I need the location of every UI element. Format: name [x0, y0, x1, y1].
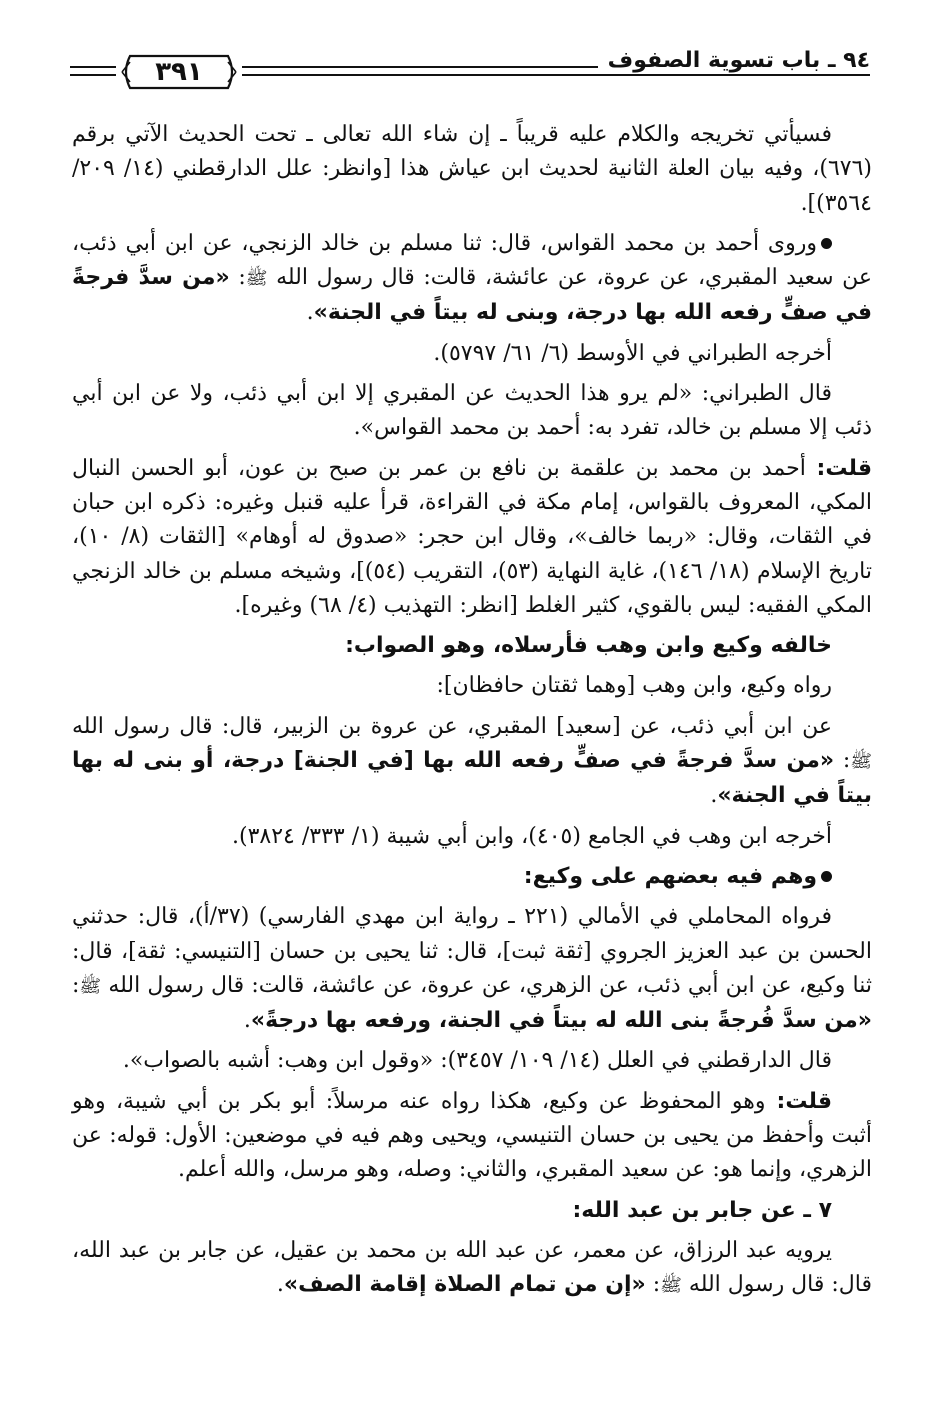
bold-text: «من سدَّ فُرجةً بنى الله له بيتاً في الجنة، ورفعه بها درجةً» — [250, 1008, 872, 1034]
bold-text: قلت: — [805, 455, 872, 481]
paragraph — [72, 820, 872, 854]
paragraph-text: وهو المحفوظ عن وكيع، هكذا رواه عنه مرسلاً: أبو بكر بن أبي شيبة، وهو أثبت وأحفظ من يحيى بن حسان التنيسي، ويحيى وهم فيه في موضعين: الأول: قوله: عن الزهري، وإنما هو: عن سعيد المقبري، والثاني: وصله، وهو مرسل، والله أعلم. — [72, 1088, 872, 1183]
bold-text: خالفه وكيع وابن وهب فأرسلاه، وهو الصواب: — [345, 633, 832, 659]
paragraph — [72, 1085, 872, 1188]
paragraph-text: رواه وكيع، وابن وهب [وهما ثقتان حافظان]: — [436, 673, 832, 699]
paragraph — [72, 669, 872, 703]
paragraph — [72, 860, 872, 894]
page-body — [72, 118, 872, 1310]
paragraph-text: . — [243, 1008, 251, 1034]
paragraph-text: : — [229, 265, 246, 291]
page-number-text: ٣٩١ — [155, 57, 203, 87]
paragraph-text: يرويه عبد الرزاق، عن معمر، عن عبد الله بن محمد بن عقيل، عن جابر بن عبد الله، قال: قال رسول الله — [72, 1237, 872, 1298]
paragraph — [72, 337, 872, 371]
paragraph — [72, 900, 872, 1038]
paragraph — [72, 1194, 872, 1228]
paragraph-text: وروى أحمد بن محمد القواس، قال: ثنا مسلم بن خالد الزنجي، عن ابن أبي ذئب، عن سعيد المقبري، عن عروة، عن عائشة، قالت: قال رسول الله — [72, 230, 872, 291]
bold-text: وهم فيه بعضهم على وكيع: — [523, 863, 817, 889]
page-header — [70, 42, 870, 106]
page-number — [118, 52, 240, 92]
paragraph-text: : — [645, 1272, 661, 1298]
paragraph-text: عن ابن أبي ذئب، عن [سعيد] المقبري، عن عروة بن الزبير، قال: قال رسول الله — [72, 713, 832, 739]
paragraph-text: أحمد بن محمد بن علقمة بن نافع بن عمر بن صبح بن عون، أبو الحسن النبال المكي، المعروف بالقواس، إمام مكة في القراءة، قرأ عليه قنبل وغيره: ذكره ابن حبان في الثقات، وقال: «ربما خالف»، وقال ابن حجر: «صدوق له أوهام» [الثقات (٨/ ١٠)، تاريخ الإسلام (١٨/ ١٤٦)، غاية النهاية (٥٣)، التقريب (٥٤)]، وشيخه مسلم بن خالد الزنجي المكي الفقيه: ليس بالقوي، كثير الغلط [انظر: التهذيب (٤/ ٦٨) وغيره]. — [72, 455, 873, 618]
paragraph — [72, 1234, 872, 1304]
header-rule-left-top — [70, 66, 116, 68]
paragraph — [72, 1044, 872, 1078]
salawat-symbol: ﷺ — [850, 751, 872, 773]
paragraph-text: : — [834, 748, 851, 774]
paragraph-text: : — [72, 972, 80, 998]
bold-text: «إن من تمام الصلاة إقامة الصف» — [283, 1272, 646, 1298]
paragraph — [72, 452, 872, 623]
bullet-circle-icon — [821, 238, 832, 249]
paragraph — [72, 227, 872, 331]
paragraph-text: . — [710, 783, 718, 809]
chapter-title: ٩٤ ـ باب تسوية الصفوف — [598, 48, 870, 73]
bold-text: ٧ ـ عن جابر بن عبد الله: — [572, 1197, 832, 1223]
paragraph-text: . — [306, 300, 314, 326]
paragraph-text: فسيأتي تخريجه والكلام عليه قريباً ـ إن شاء الله تعالى ـ تحت الحديث الآتي برقم (٦٧٦)، وفيه بيان العلة الثانية لحديث ابن عياش هذا [وانظر: علل الدارقطني (١٤/ ٢٠٩/ ٣٥٦٤)]. — [72, 122, 872, 216]
salawat-symbol: ﷺ — [660, 1275, 682, 1297]
bold-text: قلت: — [765, 1088, 833, 1114]
header-rule-left-bottom — [70, 74, 116, 76]
paragraph — [72, 118, 872, 221]
bullet-circle-icon — [821, 871, 832, 882]
paragraph-text: قال الطبراني: «لم يرو هذا الحديث عن المقبري إلا ابن أبي ذئب، ولا عن ابن أبي ذئب إلا مسلم بن خالد، تفرد به: أحمد بن محمد القواس». — [72, 381, 872, 441]
salawat-symbol: ﷺ — [245, 268, 268, 290]
paragraph-text: أخرجه ابن وهب في الجامع (٤٠٥)، وابن أبي شيبة (١/ ٣٣٣/ ٣٨٢٤). — [232, 823, 832, 849]
paragraph — [72, 629, 872, 663]
paragraph-text: قال الدارقطني في العلل (١٤/ ١٠٩/ ٣٤٥٧): «وقول ابن وهب: أشبه بالصواب». — [122, 1048, 832, 1074]
header-rule-bottom — [242, 74, 870, 76]
salawat-symbol: ﷺ — [79, 975, 102, 997]
paragraph-text: فرواه المحاملي في الأمالي (٢٢١ ـ رواية ابن مهدي الفارسي) (٣٧/أ)، قال: حدثني الحسن بن عبد العزيز الجروي [ثقة ثبت]، قال: ثنا يحيى بن حسان [التنيسي: ثقة]، قال: ثنا وكيع، عن ابن أبي ذئب، عن الزهري، عن عروة، عن عائشة، قالت: قال رسول الله — [72, 904, 872, 998]
paragraph-text: أخرجه الطبراني في الأوسط (٦/ ٦١/ ٥٧٩٧). — [433, 340, 832, 366]
bold-text: «من سدَّ فرجةً في صفٍّ رفعه الله بها درجة، وبنى له بيتاً في الجنة» — [72, 265, 872, 326]
bold-text: «من سدَّ فرجةً في صفٍّ رفعه الله بها [في الجنة] درجة، أو بنى له بها بيتاً في الجنة» — [72, 748, 872, 809]
paragraph — [72, 710, 872, 814]
paragraph — [72, 377, 872, 446]
paragraph-text: . — [276, 1272, 284, 1298]
